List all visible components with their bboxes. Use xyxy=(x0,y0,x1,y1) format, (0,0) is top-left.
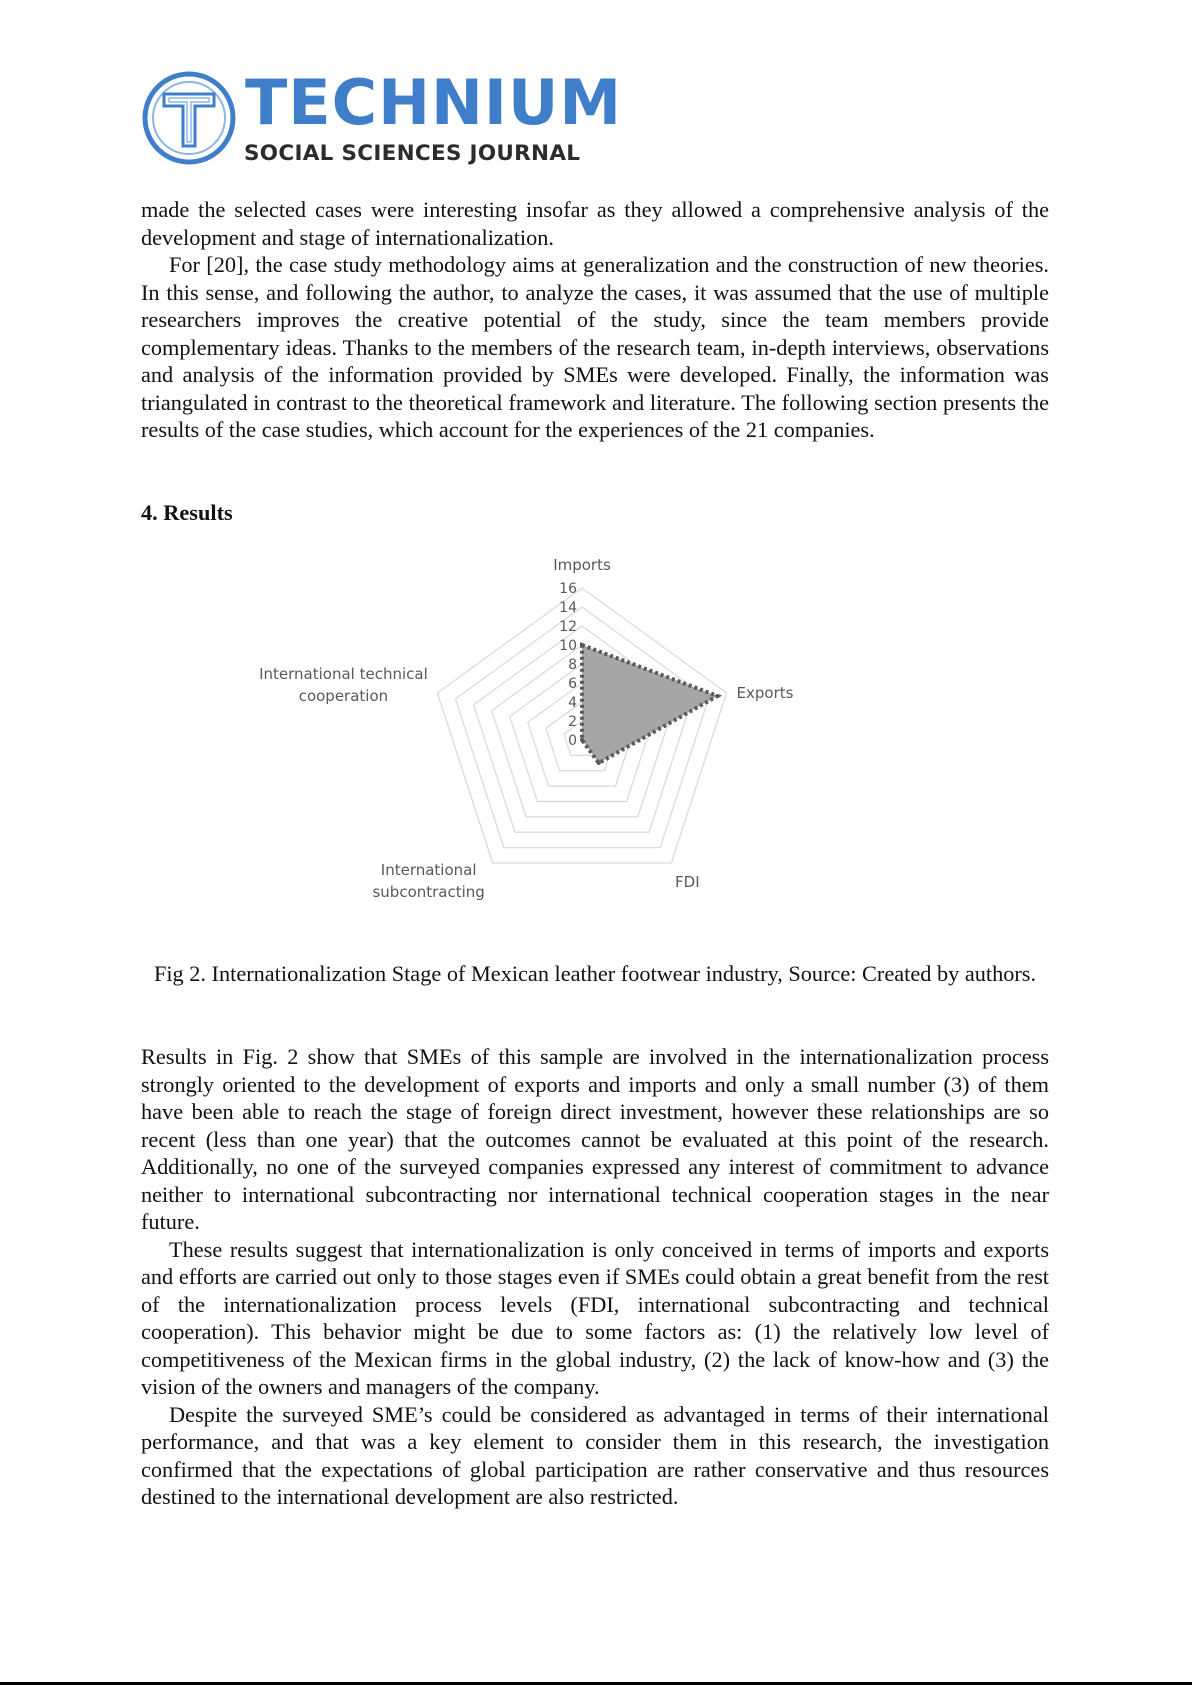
category-label: Imports xyxy=(553,556,611,574)
paragraph-1: made the selected cases were interesting insofar as they allowed a comprehensive analysis of the development and stage of internationalization. xyxy=(141,197,1049,250)
category-label: FDI xyxy=(675,872,700,891)
paragraph-2: For [20], the case study methodology aims at generalization and the construction of new theories. In this sense, and following the author, to analyze the cases, it was assumed that the use of multiple researchers improves the creative potential of the study, since the team members provide complementary ideas. Thanks to the members of the research team, in-depth interviews, observations and analysis of the information provided by SMEs were developed. Finally, the information was triangulated in contrast to the theoretical framework and literature. The following section presents the results of the case studies, which account for the experiences of the 21 companies. xyxy=(141,252,1049,442)
logo-subtitle: SOCIAL SCIENCES JOURNAL xyxy=(244,141,581,166)
series-area xyxy=(582,645,718,763)
intro-text xyxy=(141,196,1049,444)
paragraph-5: Despite the surveyed SME’s could be considered as advantaged in terms of their international performance, and that was a key element to consider them in this research, the investigation confirmed that the expectations of global participation are rather conservative and thus resources destined to the international development are also restricted. xyxy=(141,1401,1049,1509)
radar-ticks xyxy=(559,581,577,749)
category-label: Exports xyxy=(736,684,794,703)
data-point-2 xyxy=(597,761,601,765)
logo-emblem-icon xyxy=(142,68,242,168)
paragraph-3: Results in Fig. 2 show that SMEs of this sample are involved in the internationalization process strongly oriented to the development of exports and imports and only a small number (3) of them have been able to reach the stage of foreign direct investment, however these relationships are so recent (less than one year) that the outcomes cannot be evaluated at this point of the research. Additionally, no one of the surveyed companies expressed any interest of commitment to advance neither to international subcontracting nor international technical cooperation stages in the near future. xyxy=(141,1044,1049,1234)
tick-label: 4 xyxy=(568,695,577,711)
results-text xyxy=(141,1043,1049,1511)
figure-caption: Fig 2. Internationalization Stage of Mexican leather footwear industry, Source: Created by authors. xyxy=(153,961,1037,986)
journal-logo xyxy=(142,66,623,168)
category-label: cooperation xyxy=(298,687,389,706)
category-label: International technical xyxy=(259,665,428,684)
data-point-0 xyxy=(580,643,584,647)
radar-category-labels xyxy=(259,556,794,901)
tick-label: 6 xyxy=(568,676,577,692)
tick-label: 2 xyxy=(568,714,577,730)
data-point-4 xyxy=(580,738,584,742)
tick-label: 16 xyxy=(559,581,577,597)
tick-label: 10 xyxy=(559,638,577,654)
paragraph-4: These results suggest that internationalization is only conceived in terms of imports and exports and efforts are carried out only to those stages even if SMEs could obtain a great benefit from the rest of the internationalization process levels (FDI, international subcontracting and technical cooperation). This behavior might be due to some factors as: (1) the relatively low level of competitiveness of the Mexican firms in the global industry, (2) the lack of know-how and (3) the vision of the owners and managers of the company. xyxy=(141,1236,1049,1399)
category-label: subcontracting xyxy=(372,882,485,901)
tick-label: 0 xyxy=(568,733,577,749)
data-point-1 xyxy=(716,694,720,698)
radar-chart xyxy=(230,550,830,910)
tick-label: 14 xyxy=(559,600,577,616)
logo-title: TECHNIUM xyxy=(245,66,623,139)
category-label: International xyxy=(380,860,477,879)
tick-label: 8 xyxy=(568,657,577,673)
section-heading: 4. Results xyxy=(141,500,233,525)
radar-series xyxy=(580,643,720,765)
tick-label: 12 xyxy=(559,619,577,635)
